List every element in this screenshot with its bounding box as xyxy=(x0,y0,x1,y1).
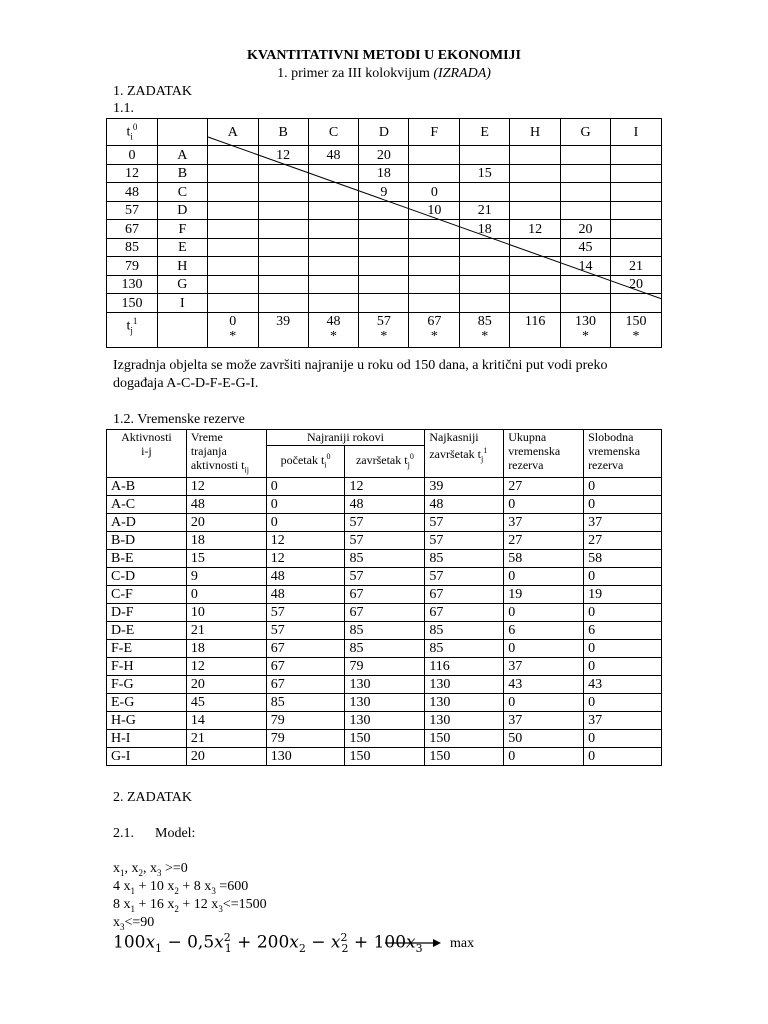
column-header: B xyxy=(258,119,308,146)
latest-end-cell: 85 xyxy=(425,640,504,658)
section-1-1-heading: 1.1. xyxy=(113,101,134,116)
free-reserve-cell: 0 xyxy=(584,568,662,586)
event-label-cell: E xyxy=(157,238,207,257)
latest-end-cell: 57 xyxy=(425,568,504,586)
constraint-nonnegativity: $x_1$, $x_2$, $x_3 >=0$ xyxy=(113,861,188,878)
latest-time-value: 39 xyxy=(276,313,291,329)
earliest-start-cell: 0 xyxy=(266,478,345,496)
latest-end-cell: 130 xyxy=(425,712,504,730)
critical-mark: * xyxy=(430,328,438,344)
duration-cell: 14 xyxy=(561,257,611,276)
reserves-table-row xyxy=(107,532,662,550)
arrow-icon xyxy=(383,936,443,950)
total-reserve-cell: 19 xyxy=(504,586,584,604)
latest-end-cell: 85 xyxy=(425,550,504,568)
event-label-cell: G xyxy=(157,275,207,294)
ti0-header: $t_i^0$ xyxy=(107,119,158,146)
free-reserve-cell: 6 xyxy=(584,622,662,640)
duration-cell: 20 xyxy=(186,514,266,532)
duration-cell: 14 xyxy=(186,712,266,730)
earliest-time-cell: 57 xyxy=(107,201,158,220)
duration-cell: 45 xyxy=(186,694,266,712)
reserves-table-row xyxy=(107,748,662,766)
document-title: KVANTITATIVNI METODI U EKONOMIJI xyxy=(247,48,521,63)
latest-end-cell: 67 xyxy=(425,586,504,604)
latest-time-value: 116 xyxy=(524,313,546,329)
total-reserve-cell: 37 xyxy=(504,658,584,676)
total-reserve-cell: 58 xyxy=(504,550,584,568)
free-reserve-cell: 37 xyxy=(584,712,662,730)
activity-cell: H-I xyxy=(107,730,187,748)
duration-cell: 21 xyxy=(186,622,266,640)
free-reserve-cell: 37 xyxy=(584,514,662,532)
earliest-end-cell: 85 xyxy=(345,640,425,658)
section-1-2-heading: 1.2. Vremenske rezerve xyxy=(113,412,245,427)
reserves-table-row xyxy=(107,586,662,604)
total-reserve-header: Ukupna vremenska rezerva xyxy=(504,430,584,478)
duration-cell: 20 xyxy=(610,275,661,294)
free-reserve-cell: 19 xyxy=(584,586,662,604)
earliest-start-cell: 67 xyxy=(266,676,345,694)
earliest-time-cell: 79 xyxy=(107,257,158,276)
start-header: početak $t_i^0$ xyxy=(266,445,345,478)
latest-time-value: 57 xyxy=(376,313,391,329)
free-reserve-cell: 58 xyxy=(584,550,662,568)
earliest-start-cell: 57 xyxy=(266,604,345,622)
total-reserve-cell: 50 xyxy=(504,730,584,748)
earliest-start-cell: 12 xyxy=(266,550,345,568)
earliest-start-cell: 0 xyxy=(266,514,345,532)
event-label-cell: A xyxy=(157,146,207,165)
column-header: I xyxy=(610,119,661,146)
free-reserve-cell: 0 xyxy=(584,730,662,748)
constraint-upper-bound: $x_3<=90$ xyxy=(113,915,155,932)
duration-cell: 12 xyxy=(258,146,308,165)
reserves-table-row xyxy=(107,640,662,658)
earliest-time-cell: 150 xyxy=(107,294,158,313)
latest-time-value: 67 xyxy=(427,313,442,329)
earliest-time-cell: 85 xyxy=(107,238,158,257)
critical-mark: * xyxy=(229,328,237,344)
duration-cell: 18 xyxy=(186,640,266,658)
activity-cell: B-D xyxy=(107,532,187,550)
task2-heading: 2. ZADATAK xyxy=(113,790,192,805)
reserves-table-row xyxy=(107,730,662,748)
duration-cell: 9 xyxy=(359,183,409,202)
earliest-start-cell: 48 xyxy=(266,568,345,586)
critical-mark: * xyxy=(380,328,388,344)
critical-mark: * xyxy=(582,328,590,344)
duration-cell: 12 xyxy=(510,220,561,239)
latest-end-cell: 39 xyxy=(425,478,504,496)
event-label-cell: B xyxy=(157,164,207,183)
activity-cell: B-E xyxy=(107,550,187,568)
free-reserve-cell: 0 xyxy=(584,748,662,766)
free-reserve-cell: 0 xyxy=(584,658,662,676)
earliest-end-cell: 130 xyxy=(345,676,425,694)
latest-end-cell: 150 xyxy=(425,748,504,766)
free-reserve-cell: 0 xyxy=(584,478,662,496)
column-header: A xyxy=(207,119,258,146)
critical-mark: * xyxy=(330,328,338,344)
reserves-table-row xyxy=(107,568,662,586)
earliest-end-cell: 67 xyxy=(345,586,425,604)
duration-cell: 12 xyxy=(186,658,266,676)
earliest-header: Najraniji rokovi xyxy=(266,430,425,446)
earliest-time-cell: 48 xyxy=(107,183,158,202)
free-reserve-cell: 0 xyxy=(584,496,662,514)
total-reserve-cell: 37 xyxy=(504,514,584,532)
duration-cell: 10 xyxy=(409,201,460,220)
duration-cell: 10 xyxy=(186,604,266,622)
column-header: H xyxy=(510,119,561,146)
duration-cell: 20 xyxy=(561,220,611,239)
duration-cell: 15 xyxy=(460,164,510,183)
conclusion-line-2: događaja A-C-D-F-E-G-I. xyxy=(113,376,259,391)
activity-cell: D-F xyxy=(107,604,187,622)
activity-cell: C-F xyxy=(107,586,187,604)
earliest-time-cell: 0 xyxy=(107,146,158,165)
duration-cell: 12 xyxy=(186,478,266,496)
earliest-start-cell: 67 xyxy=(266,640,345,658)
earliest-end-cell: 79 xyxy=(345,658,425,676)
total-reserve-cell: 0 xyxy=(504,748,584,766)
earliest-start-cell: 57 xyxy=(266,622,345,640)
earliest-start-cell: 79 xyxy=(266,730,345,748)
activity-cell: G-I xyxy=(107,748,187,766)
earliest-start-cell: 79 xyxy=(266,712,345,730)
column-header: G xyxy=(561,119,611,146)
earliest-time-cell: 67 xyxy=(107,220,158,239)
total-reserve-cell: 27 xyxy=(504,532,584,550)
reserves-table-row xyxy=(107,712,662,730)
earliest-end-cell: 67 xyxy=(345,604,425,622)
total-reserve-cell: 43 xyxy=(504,676,584,694)
constraint-equality: 4 $x_1 + 10$ $x_2 + 8$ $x_3 =600$ xyxy=(113,879,249,896)
latest-time-value: 85 xyxy=(477,313,492,329)
max-label: max xyxy=(450,936,475,951)
total-reserve-cell: 0 xyxy=(504,496,584,514)
earliest-end-cell: 150 xyxy=(345,748,425,766)
total-reserve-cell: 0 xyxy=(504,604,584,622)
total-reserve-cell: 37 xyxy=(504,712,584,730)
latest-time-value: 130 xyxy=(575,313,597,329)
reserves-table-row xyxy=(107,478,662,496)
event-label-cell: H xyxy=(157,257,207,276)
free-reserve-cell: 27 xyxy=(584,532,662,550)
total-reserve-cell: 27 xyxy=(504,478,584,496)
document-subtitle: 1. primer za III kolokvijum (IZRADA) xyxy=(277,66,491,81)
earliest-end-cell: 57 xyxy=(345,532,425,550)
event-label-cell: F xyxy=(157,220,207,239)
column-header: D xyxy=(359,119,409,146)
reserves-table-row xyxy=(107,622,662,640)
duration-cell: 9 xyxy=(186,568,266,586)
reserves-table-row xyxy=(107,514,662,532)
latest-end-cell: 85 xyxy=(425,622,504,640)
reserves-table-row xyxy=(107,658,662,676)
earliest-end-cell: 130 xyxy=(345,694,425,712)
latest-end-cell: 67 xyxy=(425,604,504,622)
earliest-end-cell: 57 xyxy=(345,514,425,532)
free-reserve-cell: 43 xyxy=(584,676,662,694)
total-reserve-cell: 6 xyxy=(504,622,584,640)
task1-heading: 1. ZADATAK xyxy=(113,84,192,99)
earliest-time-cell: 12 xyxy=(107,164,158,183)
critical-mark: * xyxy=(481,328,489,344)
earliest-start-cell: 85 xyxy=(266,694,345,712)
earliest-start-cell: 0 xyxy=(266,496,345,514)
activity-cell: E-G xyxy=(107,694,187,712)
activity-cell: D-E xyxy=(107,622,187,640)
objective-function: $100x_1 - 0,5x^2_1 + 200x_2 - x^2_2 + 100x_3$ xyxy=(113,931,423,956)
duration-cell: 18 xyxy=(460,220,510,239)
reserves-table-row xyxy=(107,496,662,514)
earliest-start-cell: 48 xyxy=(266,586,345,604)
latest-end-cell: 48 xyxy=(425,496,504,514)
duration-cell: 21 xyxy=(186,730,266,748)
column-header: E xyxy=(460,119,510,146)
event-label-cell: C xyxy=(157,183,207,202)
earliest-end-cell: 48 xyxy=(345,496,425,514)
activity-cell: F-G xyxy=(107,676,187,694)
latest-time-value: 150 xyxy=(625,313,647,329)
earliest-end-cell: 130 xyxy=(345,712,425,730)
reserves-table-row xyxy=(107,550,662,568)
duration-cell: 18 xyxy=(186,532,266,550)
duration-cell: 0 xyxy=(186,586,266,604)
free-reserve-cell: 0 xyxy=(584,640,662,658)
free-reserve-header: Slobodna vremenska rezerva xyxy=(584,430,662,478)
free-reserve-cell: 0 xyxy=(584,604,662,622)
earliest-start-cell: 130 xyxy=(266,748,345,766)
duration-cell: 21 xyxy=(460,201,510,220)
latest-end-cell: 57 xyxy=(425,514,504,532)
section-2-1-heading: 2.1. Model: xyxy=(113,826,196,841)
total-reserve-cell: 0 xyxy=(504,568,584,586)
critical-mark: * xyxy=(632,328,640,344)
latest-end-cell: 130 xyxy=(425,676,504,694)
end-header: završetak $t_j^0$ xyxy=(345,445,425,478)
activity-cell: A-B xyxy=(107,478,187,496)
duration-header: Vreme trajanja aktivnosti $t_{ij}$ xyxy=(186,430,266,478)
free-reserve-cell: 0 xyxy=(584,694,662,712)
latest-end-cell: 116 xyxy=(425,658,504,676)
activity-cell: F-E xyxy=(107,640,187,658)
latest-header: Najkasniji završetak $t_j^1$ xyxy=(425,430,504,478)
earliest-end-cell: 85 xyxy=(345,622,425,640)
latest-time-value: 0 xyxy=(229,313,237,329)
latest-end-cell: 57 xyxy=(425,532,504,550)
duration-cell: 20 xyxy=(186,676,266,694)
duration-cell: 48 xyxy=(308,146,359,165)
duration-cell: 0 xyxy=(409,183,460,202)
earliest-time-cell: 130 xyxy=(107,275,158,294)
earliest-end-cell: 150 xyxy=(345,730,425,748)
reserves-table-row xyxy=(107,694,662,712)
earliest-end-cell: 57 xyxy=(345,568,425,586)
latest-end-cell: 150 xyxy=(425,730,504,748)
earliest-start-cell: 12 xyxy=(266,532,345,550)
duration-cell: 45 xyxy=(561,238,611,257)
activity-cell: H-G xyxy=(107,712,187,730)
duration-cell: 20 xyxy=(186,748,266,766)
reserves-table-row xyxy=(107,676,662,694)
duration-cell: 18 xyxy=(359,164,409,183)
duration-cell: 48 xyxy=(186,496,266,514)
total-reserve-cell: 0 xyxy=(504,694,584,712)
activity-cell: F-H xyxy=(107,658,187,676)
event-label-cell: D xyxy=(157,201,207,220)
earliest-start-cell: 67 xyxy=(266,658,345,676)
latest-end-cell: 130 xyxy=(425,694,504,712)
reserves-table-row xyxy=(107,604,662,622)
latest-time-value: 48 xyxy=(326,313,341,329)
earliest-end-cell: 12 xyxy=(345,478,425,496)
duration-cell: 20 xyxy=(359,146,409,165)
column-header: C xyxy=(308,119,359,146)
activity-header: Aktivnosti i-j xyxy=(107,430,187,478)
column-header: F xyxy=(409,119,460,146)
constraint-inequality: 8 $x_1 + 16$ $x_2 + 12$ $x_3<=1500$ xyxy=(113,897,267,914)
activity-cell: A-D xyxy=(107,514,187,532)
event-label-cell: I xyxy=(157,294,207,313)
activity-cell: C-D xyxy=(107,568,187,586)
activity-cell: A-C xyxy=(107,496,187,514)
conclusion-line-1: Izgradnja objelta se može završiti najranije u roku od 150 dana, a kritični put vodi preko xyxy=(113,358,608,373)
earliest-end-cell: 85 xyxy=(345,550,425,568)
duration-cell: 15 xyxy=(186,550,266,568)
reserves-table xyxy=(106,429,662,766)
tj1-footer-label: $t_j^1$ xyxy=(107,312,158,347)
total-reserve-cell: 0 xyxy=(504,640,584,658)
duration-cell: 21 xyxy=(610,257,661,276)
